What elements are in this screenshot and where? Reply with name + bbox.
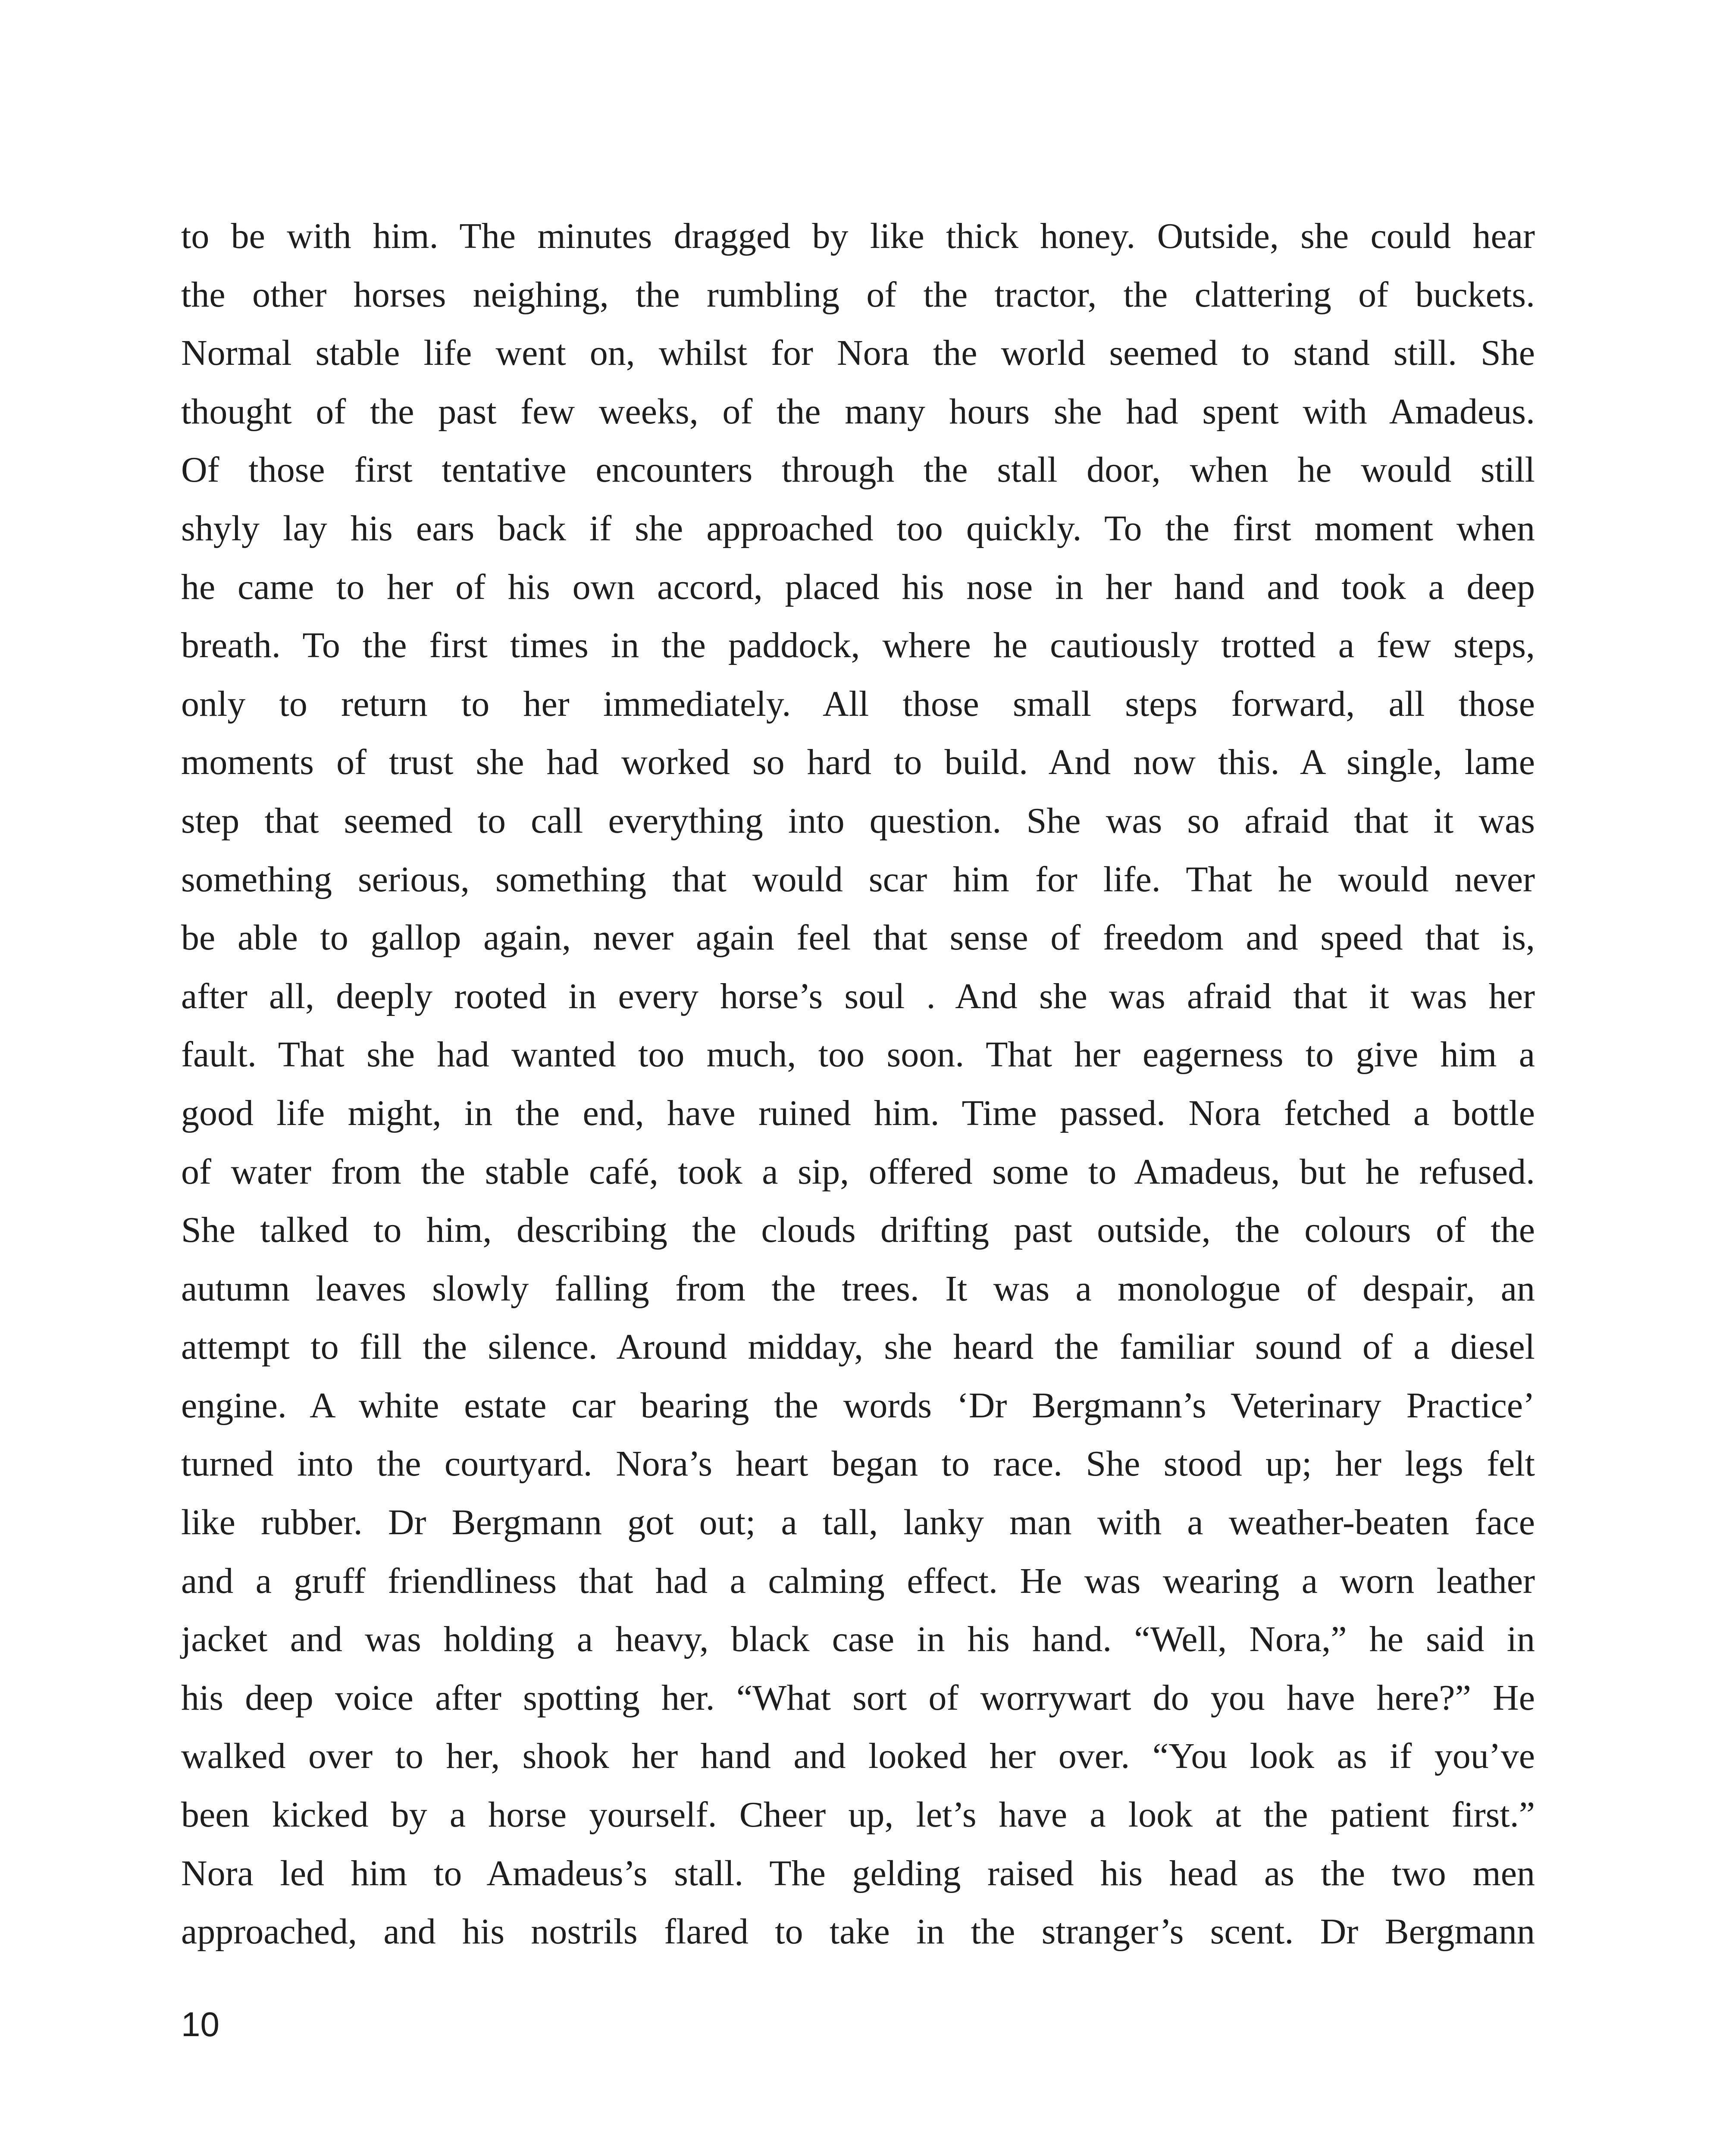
text-line: something serious, something that would scar him for life. That he would never	[181, 859, 1535, 899]
text-line: his deep voice after spotting her. “What sort of worrywart do you have here?” He	[181, 1677, 1535, 1718]
text-line: thought of the past few weeks, of the many hours she had spent with Amadeus.	[181, 391, 1535, 432]
body-text	[181, 207, 1535, 1961]
text-line: Nora led him to Amadeus’s stall. The gelding raised his head as the two men	[181, 1853, 1535, 1893]
text-line: jacket and was holding a heavy, black case in his hand. “Well, Nora,” he said in	[181, 1619, 1535, 1660]
text-line: the other horses neighing, the rumbling of the tractor, the clattering of buckets.	[181, 274, 1535, 315]
text-line: and a gruff friendliness that had a calming effect. He was wearing a worn leather	[181, 1561, 1535, 1601]
text-line: approached, and his nostrils flared to take in the stranger’s scent. Dr Bergmann	[181, 1912, 1535, 1952]
text-line: only to return to her immediately. All those small steps forward, all those	[181, 683, 1535, 724]
text-line: of water from the stable café, took a sip, offered some to Amadeus, but he refused.	[181, 1151, 1535, 1192]
text-line: been kicked by a horse yourself. Cheer up, let’s have a look at the patient first.”	[181, 1795, 1535, 1835]
text-line: after all, deeply rooted in every horse’s soul . And she was afraid that it was her	[181, 976, 1535, 1016]
text-line: moments of trust she had worked so hard to build. And now this. A single, lame	[181, 742, 1535, 783]
text-line: attempt to fill the silence. Around midday, she heard the familiar sound of a diesel	[181, 1327, 1535, 1367]
text-line: like rubber. Dr Bergmann got out; a tall, lanky man with a weather-beaten face	[181, 1502, 1535, 1543]
text-line: Of those first tentative encounters through the stall door, when he would still	[181, 450, 1535, 490]
text-line: breath. To the first times in the paddock, where he cautiously trotted a few steps,	[181, 625, 1535, 666]
text-line: step that seemed to call everything into question. She was so afraid that it was	[181, 800, 1535, 841]
page-number: 10	[181, 2005, 219, 2043]
text-line: turned into the courtyard. Nora’s heart began to race. She stood up; her legs felt	[181, 1444, 1535, 1484]
text-line: be able to gallop again, never again feel that sense of freedom and speed that is,	[181, 918, 1535, 958]
text-line: he came to her of his own accord, placed his nose in her hand and took a deep	[181, 567, 1535, 607]
text-line: shyly lay his ears back if she approached too quickly. To the first moment when	[181, 508, 1535, 548]
text-line: good life might, in the end, have ruined him. Time passed. Nora fetched a bottle	[181, 1093, 1535, 1133]
text-line: to be with him. The minutes dragged by like thick honey. Outside, she could hear	[181, 216, 1535, 256]
text-line: She talked to him, describing the clouds drifting past outside, the colours of the	[181, 1210, 1535, 1250]
text-line: engine. A white estate car bearing the words ‘Dr Bergmann’s Veterinary Practice’	[181, 1385, 1535, 1426]
text-line: fault. That she had wanted too much, too soon. That her eagerness to give him a	[181, 1034, 1535, 1075]
text-line: Normal stable life went on, whilst for Nora the world seemed to stand still. She	[181, 333, 1535, 373]
text-line: walked over to her, shook her hand and looked her over. “You look as if you’ve	[181, 1736, 1535, 1777]
text-line: autumn leaves slowly falling from the trees. It was a monologue of despair, an	[181, 1268, 1535, 1309]
